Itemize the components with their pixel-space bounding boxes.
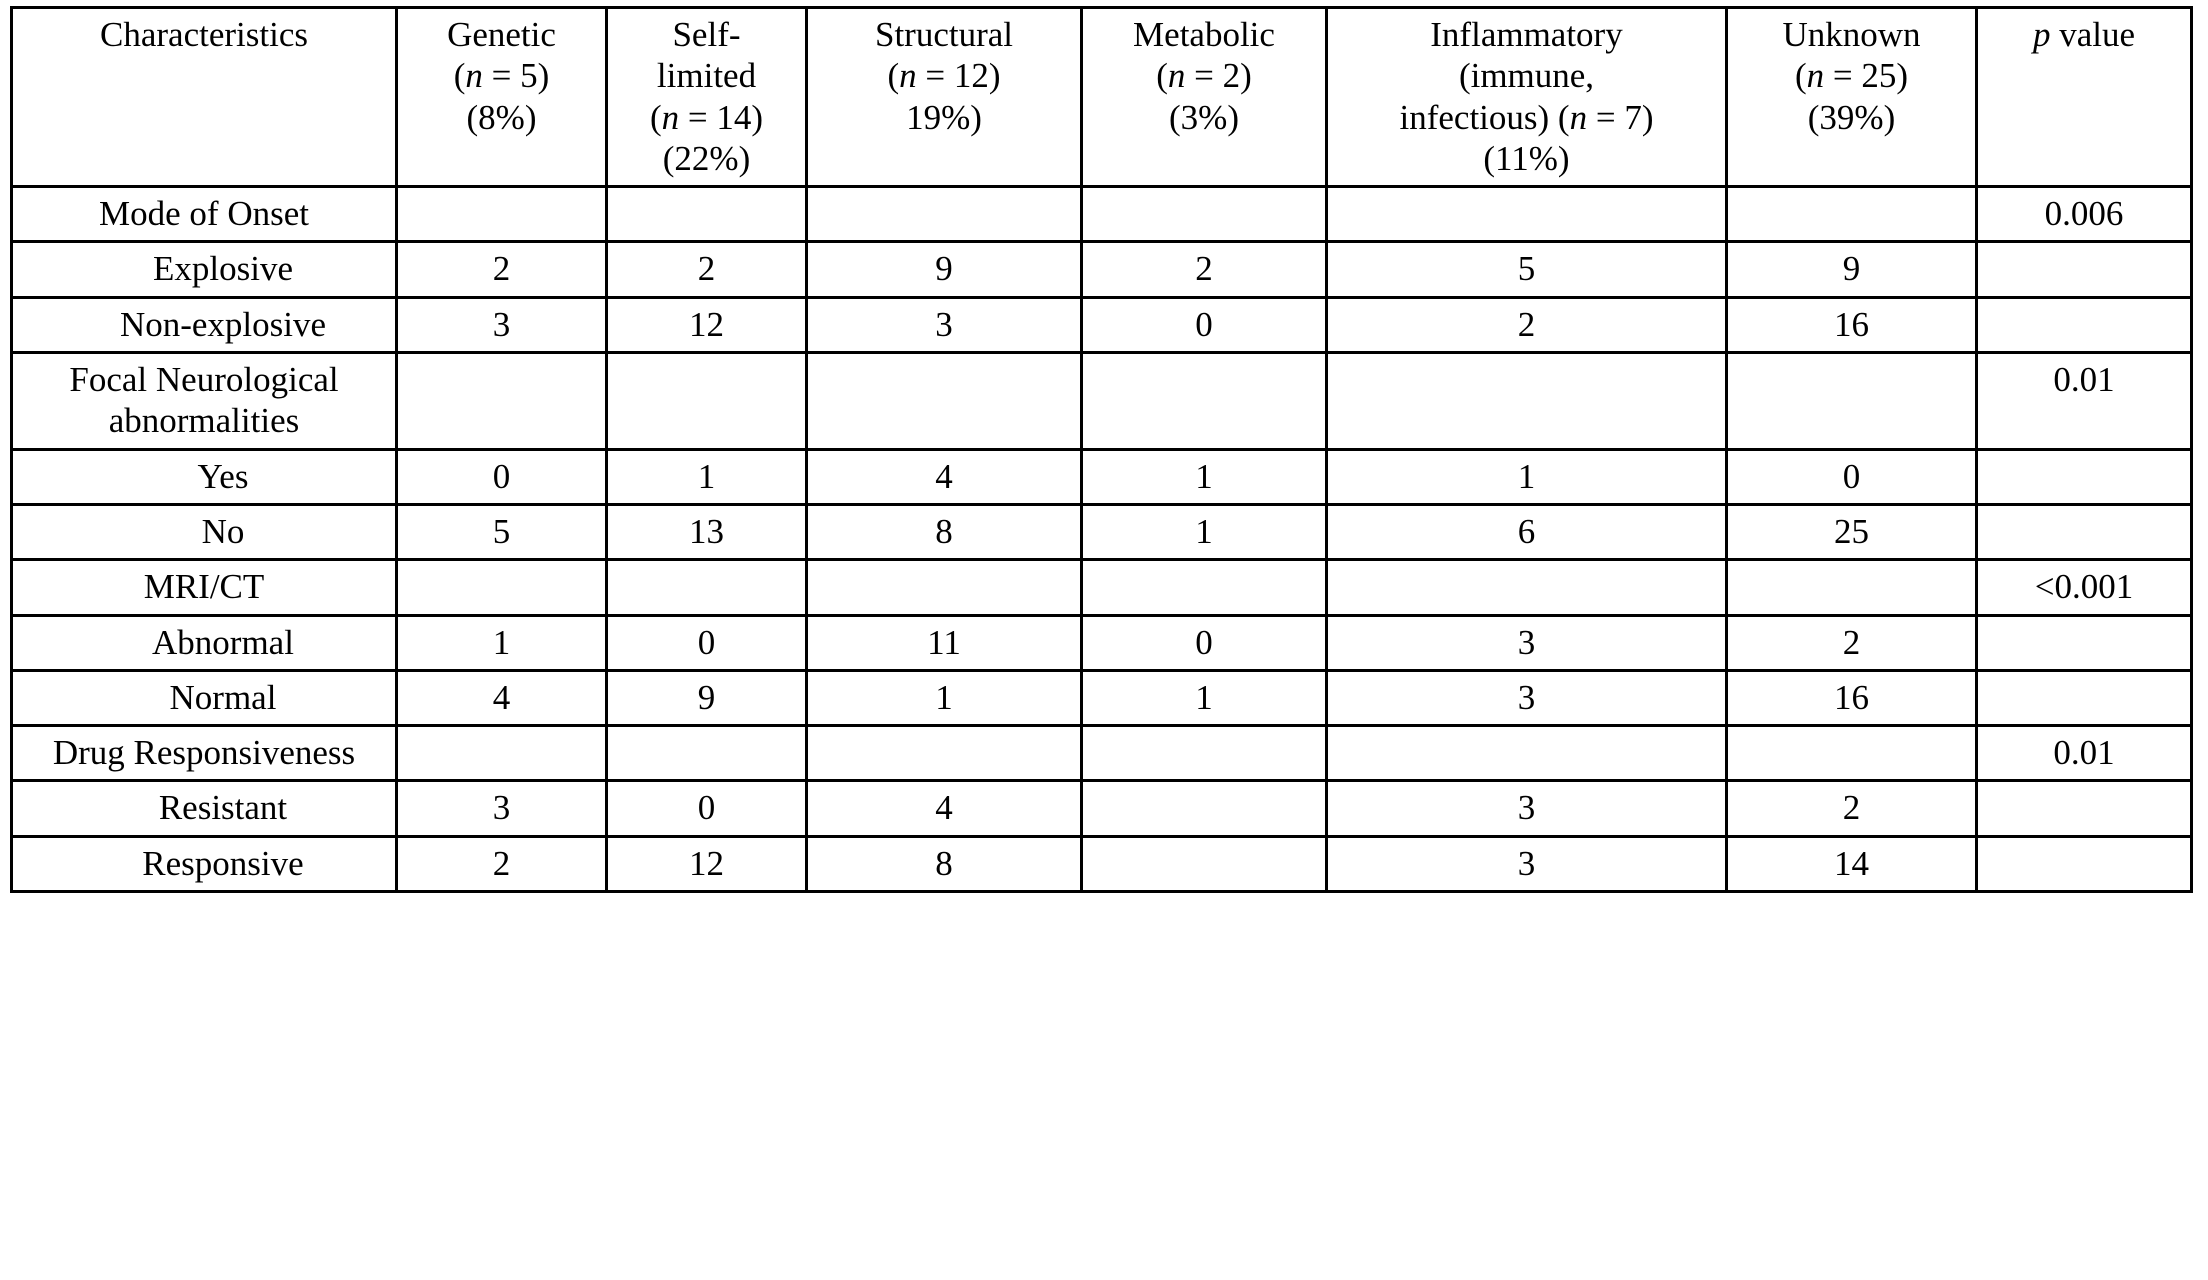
header-line-1: Unknown [1782, 15, 1921, 54]
row-label: Focal Neurological abnormalities [12, 353, 397, 450]
cell-value [1082, 187, 1327, 242]
header-line-3: (39%) [1807, 97, 1896, 137]
cell-value: 5 [1327, 242, 1727, 297]
cell-p-value [1977, 615, 2192, 670]
cell-value [1082, 836, 1327, 891]
cell-value: 8 [807, 836, 1082, 891]
header-row [12, 8, 2192, 187]
cell-value: 2 [397, 836, 607, 891]
header-line-3 [618, 97, 795, 138]
paren-open: ( [453, 56, 466, 96]
n-symbol: n [465, 56, 483, 96]
p-symbol: p [2032, 15, 2051, 54]
cell-value: 3 [397, 297, 607, 352]
cell-value [807, 187, 1082, 242]
cell-value: 1 [397, 615, 607, 670]
cell-p-value: 0.006 [1977, 187, 2192, 242]
cell-value: 3 [1327, 615, 1727, 670]
row-label: Responsive [12, 836, 397, 891]
cell-p-value [1977, 781, 2192, 836]
row-label: Normal [12, 670, 397, 725]
table-body [12, 187, 2192, 892]
table-row [12, 615, 2192, 670]
cell-value [607, 560, 807, 615]
header-line-2 [408, 55, 595, 96]
header-line-2: (immune, [1458, 56, 1595, 96]
cell-value [1327, 560, 1727, 615]
cell-value: 25 [1727, 504, 1977, 559]
cell-p-value [1977, 670, 2192, 725]
table-row [12, 670, 2192, 725]
header-line-1: Self- [672, 15, 741, 54]
cell-value [607, 187, 807, 242]
cell-value: 3 [807, 297, 1082, 352]
cell-value: 6 [1327, 504, 1727, 559]
n-value: = 7) [1587, 97, 1654, 137]
row-label: No [12, 504, 397, 559]
n-symbol: n [661, 97, 680, 137]
cell-value: 0 [1082, 615, 1327, 670]
cell-value: 0 [607, 781, 807, 836]
header-line-1: Genetic [447, 15, 556, 54]
cell-value: 2 [397, 242, 607, 297]
cell-value [1082, 560, 1327, 615]
cell-value: 5 [397, 504, 607, 559]
paren-open: ( [887, 56, 900, 96]
cell-value: 2 [1327, 297, 1727, 352]
cell-value: 4 [807, 781, 1082, 836]
header-line-4: (11%) [1483, 138, 1570, 178]
cell-value: 1 [607, 449, 807, 504]
header-line-2: limited [656, 56, 757, 96]
cell-p-value [1977, 449, 2192, 504]
cell-value [1082, 726, 1327, 781]
cell-value [1327, 353, 1727, 450]
cell-value [397, 187, 607, 242]
cell-value: 4 [397, 670, 607, 725]
cell-value: 2 [1082, 242, 1327, 297]
cell-value: 13 [607, 504, 807, 559]
cell-value: 4 [807, 449, 1082, 504]
cell-value: 3 [1327, 670, 1727, 725]
cell-value [607, 353, 807, 450]
cell-value: 16 [1727, 297, 1977, 352]
cell-value: 1 [807, 670, 1082, 725]
cell-p-value [1977, 504, 2192, 559]
cell-value [1727, 560, 1977, 615]
row-label: MRI/CT [12, 560, 397, 615]
cell-value: 14 [1727, 836, 1977, 891]
header-line-3 [1338, 97, 1715, 138]
header-line-1: Inflammatory [1430, 15, 1623, 54]
column-header-p-value [1977, 8, 2192, 187]
cell-value: 9 [607, 670, 807, 725]
column-header-characteristics [12, 8, 397, 187]
table-row [12, 187, 2192, 242]
n-value: = 12) [916, 56, 1001, 96]
cell-value [397, 726, 607, 781]
table-row [12, 504, 2192, 559]
table-row [12, 560, 2192, 615]
header-text: Characteristics [100, 15, 308, 54]
table-row [12, 836, 2192, 891]
row-label: Resistant [12, 781, 397, 836]
column-header-metabolic [1082, 8, 1327, 187]
header-line-3: 19%) [906, 97, 982, 137]
header-line-1: Structural [874, 15, 1014, 54]
cell-value [807, 353, 1082, 450]
cell-value: 2 [1727, 615, 1977, 670]
row-label: Explosive [12, 242, 397, 297]
infectious-text: infectious) ( [1399, 97, 1570, 137]
n-value: = 5) [482, 56, 550, 96]
cell-value: 9 [807, 242, 1082, 297]
column-header-self-limited [607, 8, 807, 187]
cell-value [807, 726, 1082, 781]
cell-value [1082, 353, 1327, 450]
characteristics-table [10, 6, 2193, 893]
n-value: = 14) [679, 97, 764, 137]
cell-value: 3 [1327, 836, 1727, 891]
header-line-2 [1093, 55, 1315, 96]
cell-value: 1 [1327, 449, 1727, 504]
table-row [12, 449, 2192, 504]
cell-value: 0 [397, 449, 607, 504]
header-line-2 [818, 55, 1070, 96]
cell-value: 1 [1082, 504, 1327, 559]
cell-p-value: 0.01 [1977, 353, 2192, 450]
cell-value: 11 [807, 615, 1082, 670]
header-line-3: (3%) [1169, 97, 1239, 137]
cell-value: 2 [1727, 781, 1977, 836]
header-line-2 [1738, 55, 1965, 96]
column-header-inflammatory [1327, 8, 1727, 187]
table-row [12, 242, 2192, 297]
column-header-genetic [397, 8, 607, 187]
cell-value [1727, 187, 1977, 242]
cell-p-value [1977, 836, 2192, 891]
cell-value [1327, 187, 1727, 242]
row-label: Yes [12, 449, 397, 504]
paren-open: ( [1156, 56, 1168, 96]
cell-value: 3 [397, 781, 607, 836]
cell-value [1727, 353, 1977, 450]
cell-value [397, 560, 607, 615]
row-label: Abnormal [12, 615, 397, 670]
cell-p-value: <0.001 [1977, 560, 2192, 615]
cell-value: 2 [607, 242, 807, 297]
cell-value: 9 [1727, 242, 1977, 297]
column-header-structural [807, 8, 1082, 187]
cell-value: 0 [607, 615, 807, 670]
cell-value: 8 [807, 504, 1082, 559]
cell-value: 0 [1727, 449, 1977, 504]
n-symbol: n [1167, 56, 1186, 96]
cell-value: 1 [1082, 670, 1327, 725]
header-line-1: Metabolic [1133, 15, 1275, 54]
column-header-unknown [1727, 8, 1977, 187]
cell-value [397, 353, 607, 450]
cell-p-value [1977, 242, 2192, 297]
table-header [12, 8, 2192, 187]
paren-open: ( [1794, 56, 1807, 96]
row-label: Non-explosive [12, 297, 397, 352]
cell-value: 3 [1327, 781, 1727, 836]
n-value: = 25) [1824, 56, 1909, 96]
table-row [12, 781, 2192, 836]
n-value: = 2) [1185, 56, 1252, 96]
cell-value: 12 [607, 297, 807, 352]
cell-value [1327, 726, 1727, 781]
n-symbol: n [1806, 56, 1825, 96]
cell-value: 12 [607, 836, 807, 891]
p-label: value [2050, 15, 2136, 54]
n-symbol: n [1569, 97, 1588, 137]
header-line-4: (22%) [662, 138, 751, 178]
cell-value: 1 [1082, 449, 1327, 504]
cell-value [1727, 726, 1977, 781]
cell-p-value: 0.01 [1977, 726, 2192, 781]
row-label: Drug Responsiveness [12, 726, 397, 781]
header-line-3: (8%) [466, 97, 537, 137]
table-row [12, 353, 2192, 450]
table-row [12, 297, 2192, 352]
table-row [12, 726, 2192, 781]
cell-p-value [1977, 297, 2192, 352]
cell-value: 0 [1082, 297, 1327, 352]
cell-value [807, 560, 1082, 615]
cell-value [1082, 781, 1327, 836]
cell-value [607, 726, 807, 781]
cell-value: 16 [1727, 670, 1977, 725]
paren-open: ( [649, 97, 662, 137]
n-symbol: n [899, 56, 917, 96]
row-label: Mode of Onset [12, 187, 397, 242]
